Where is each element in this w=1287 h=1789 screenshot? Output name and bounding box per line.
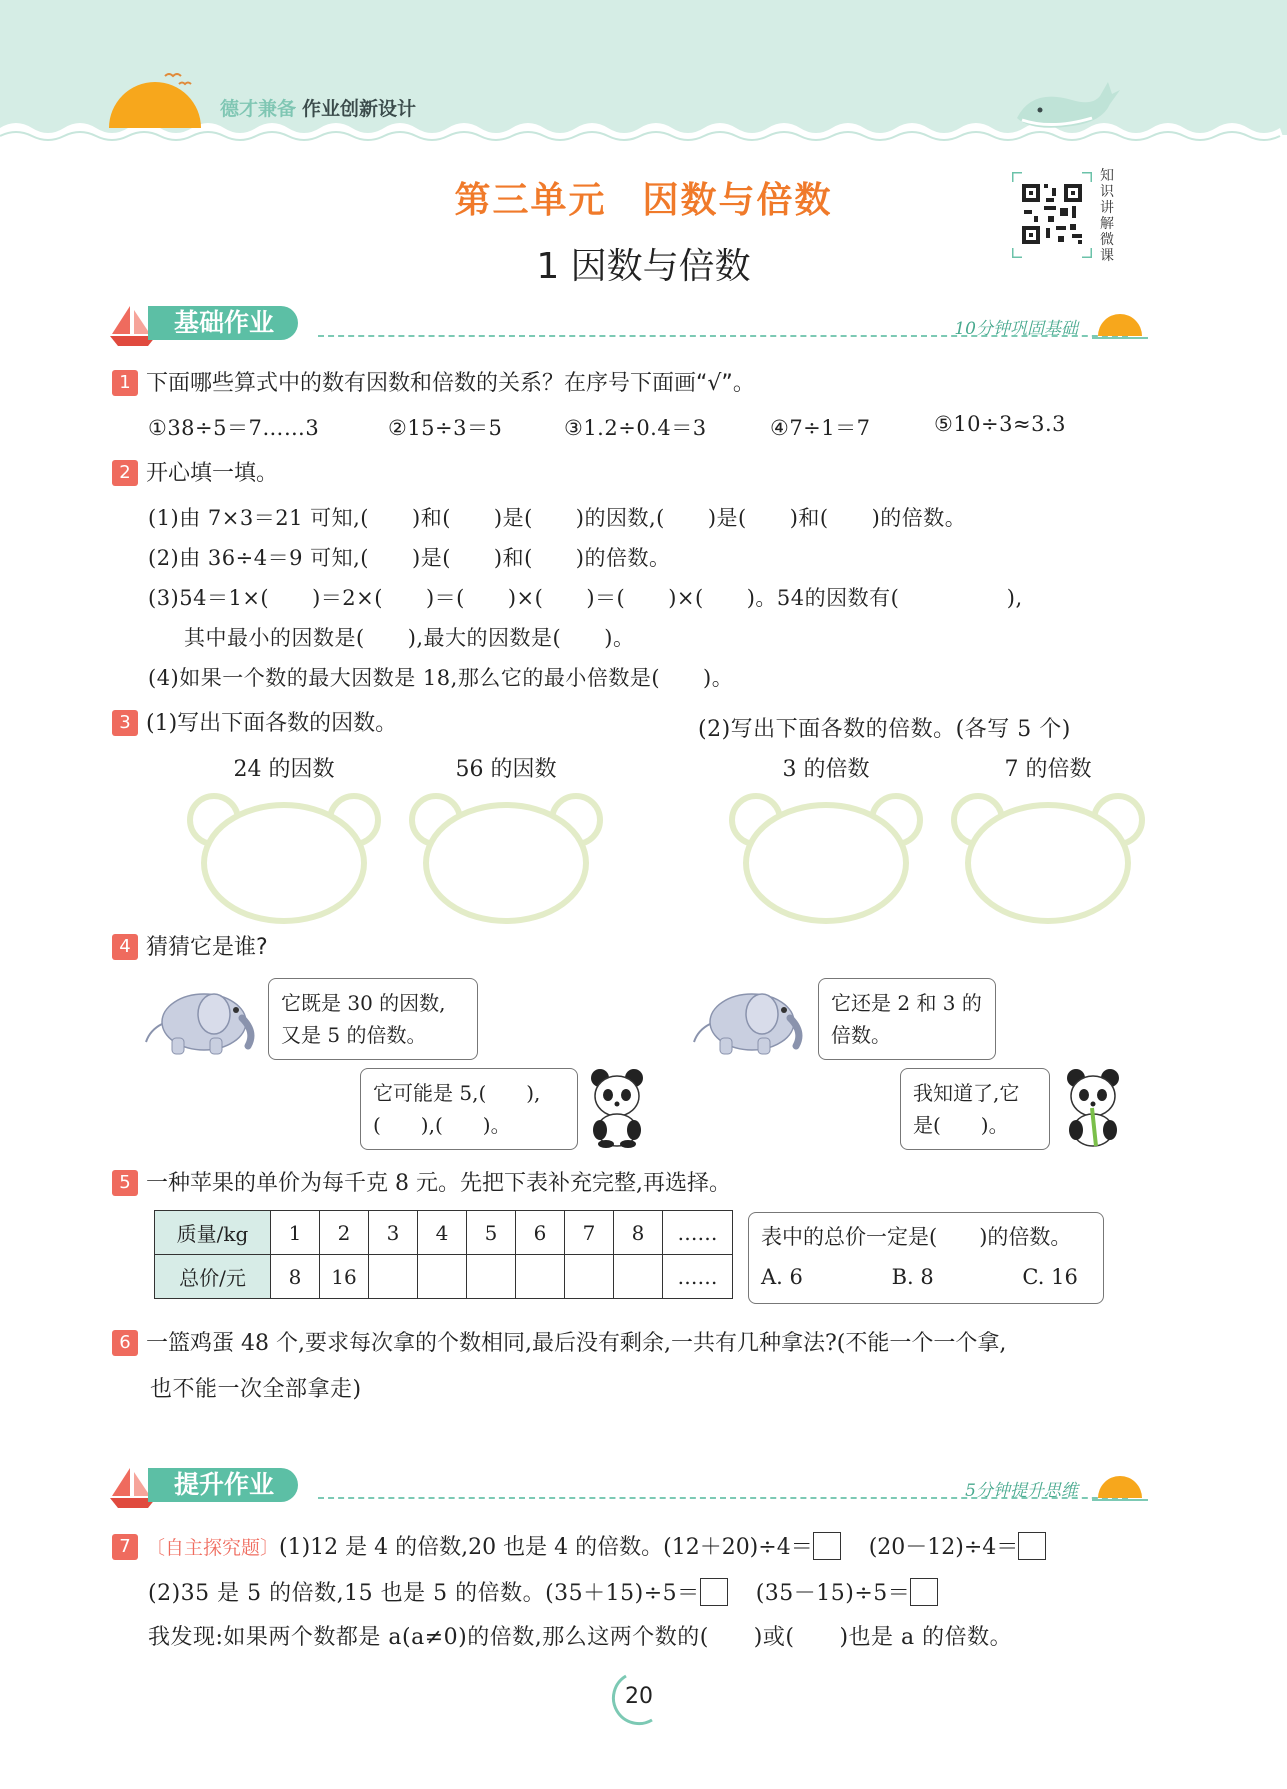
table-cell: 8 xyxy=(271,1255,320,1299)
small-sun-icon xyxy=(1092,306,1148,342)
table-cell: 2 xyxy=(320,1211,369,1255)
question-number: 1 xyxy=(112,370,138,396)
question-5 xyxy=(112,1164,731,1204)
q2-line-3: (3)54＝1×( )＝2×( )＝( )×( )＝( )×( )。54的因数有( ), xyxy=(148,586,1023,610)
speech-bubble xyxy=(900,1068,1050,1150)
page-number xyxy=(604,1668,674,1728)
qr-code-icon[interactable] xyxy=(1012,172,1092,258)
question-text: 一篮鸡蛋 48 个,要求每次拿的个数相同,最后没有剩余,一共有几种拿法?(不能一个一个拿, xyxy=(146,1331,1007,1356)
bear-label: 3 的倍数 xyxy=(782,757,870,782)
bear-answer-frame[interactable] xyxy=(406,785,606,925)
table-answer-cell[interactable] xyxy=(418,1255,467,1299)
q7-line-3: 我发现:如果两个数都是 a(a≠0)的倍数,那么这两个数的( )或( )也是 a 的倍数。 xyxy=(148,1625,1013,1650)
table-cell: 6 xyxy=(516,1211,565,1255)
speech-bubble xyxy=(818,978,996,1060)
question-tag: 〔自主探究题〕 xyxy=(146,1537,280,1559)
brand xyxy=(220,94,416,121)
small-sun-icon xyxy=(1092,1468,1148,1504)
question-3 xyxy=(112,704,397,744)
section-basic-header xyxy=(108,300,1148,350)
question-7 xyxy=(112,1528,1046,1568)
bear-answer-frame[interactable] xyxy=(184,785,384,925)
question-number: 2 xyxy=(112,460,138,486)
answer-box[interactable] xyxy=(813,1532,841,1560)
brand-secondary: 作业创新设计 xyxy=(302,98,417,120)
bubble-line: 又是 5 的倍数。 xyxy=(281,1023,427,1047)
bubble-line: 倍数。 xyxy=(831,1023,891,1047)
bubble-line: ( ),( )。 xyxy=(373,1113,511,1137)
section-advanced-header xyxy=(108,1462,1148,1512)
answer-box[interactable] xyxy=(1018,1532,1046,1560)
table-cell: 3 xyxy=(369,1211,418,1255)
question-text: 一种苹果的单价为每千克 8 元。先把下表补充完整,再选择。 xyxy=(146,1171,731,1196)
table-answer-cell[interactable] xyxy=(516,1255,565,1299)
elephant-icon xyxy=(144,980,259,1058)
choice-b[interactable]: B. 8 xyxy=(891,1265,934,1289)
section-advanced-note: 5分钟提升思维 xyxy=(965,1481,1078,1501)
q1-option-2: ②15÷3＝5 xyxy=(388,416,503,440)
answer-box[interactable] xyxy=(910,1578,938,1606)
price-table xyxy=(154,1210,733,1299)
bear-label: 24 的因数 xyxy=(233,757,335,782)
bubble-line: 我知道了,它 xyxy=(913,1081,1020,1105)
question-4 xyxy=(112,928,268,968)
whale-icon xyxy=(1012,78,1122,134)
choice-c[interactable]: C. 16 xyxy=(1022,1265,1078,1289)
q7-line-1b: (20－12)÷4＝ xyxy=(868,1535,1019,1560)
choice-question: 表中的总价一定是( )的倍数。 xyxy=(761,1225,1072,1249)
q1-option-5: ⑤10÷3≈3.3 xyxy=(934,412,1066,436)
qr-label: 知识讲解微课 xyxy=(1100,168,1114,264)
table-answer-cell[interactable] xyxy=(565,1255,614,1299)
question-number: 7 xyxy=(112,1534,138,1560)
table-cell: 5 xyxy=(467,1211,516,1255)
table-answer-cell[interactable] xyxy=(369,1255,418,1299)
bear-answer-frame[interactable] xyxy=(726,785,926,925)
choice-box xyxy=(748,1212,1104,1304)
table-cell: 1 xyxy=(271,1211,320,1255)
question-text: 猜猜它是谁? xyxy=(146,935,268,960)
q2-line-4: 其中最小的因数是( ),最大的因数是( )。 xyxy=(184,626,635,650)
q1-option-4: ④7÷1＝7 xyxy=(770,416,871,440)
table-cell: 4 xyxy=(418,1211,467,1255)
question-part-2: (2)写出下面各数的倍数。(各写 5 个) xyxy=(698,717,1071,742)
question-number: 5 xyxy=(112,1170,138,1196)
question-2 xyxy=(112,454,278,494)
table-cell: 16 xyxy=(320,1255,369,1299)
table-answer-cell[interactable] xyxy=(467,1255,516,1299)
bear-label: 7 的倍数 xyxy=(1004,757,1092,782)
bear-label: 56 的因数 xyxy=(455,757,557,782)
unit-name: 因数与倍数 xyxy=(642,180,833,221)
q1-option-3: ③1.2÷0.4＝3 xyxy=(564,416,707,440)
table-cell: 7 xyxy=(565,1211,614,1255)
bubble-line: 是( )。 xyxy=(913,1113,1009,1137)
sunset-icon xyxy=(105,70,205,128)
q7-line-2a: (2)35 是 5 的倍数,15 也是 5 的倍数。(35＋15)÷5＝ xyxy=(148,1581,700,1606)
table-row xyxy=(155,1211,733,1255)
question-6 xyxy=(112,1324,1006,1364)
speech-bubble xyxy=(360,1068,578,1150)
table-header-cell: 总价/元 xyxy=(155,1255,271,1299)
q2-line-1: (1)由 7×3＝21 可知,( )和( )是( )的因数,( )是( )和( )的倍数。 xyxy=(148,506,967,530)
unit-title xyxy=(0,172,1287,223)
page-number-text: 20 xyxy=(625,1684,653,1709)
section-basic-title: 基础作业 xyxy=(148,306,298,340)
question-text: 下面哪些算式中的数有因数和倍数的关系？在序号下面画“√”。 xyxy=(146,371,755,396)
q7-line-1a: (1)12 是 4 的倍数,20 也是 4 的倍数。(12＋20)÷4＝ xyxy=(279,1535,813,1560)
q2-line-5: (4)如果一个数的最大因数是 18,那么它的最小倍数是( )。 xyxy=(148,666,734,690)
question-number: 6 xyxy=(112,1330,138,1356)
bear-answer-frame[interactable] xyxy=(948,785,1148,925)
q7-line-2b: (35－15)÷5＝ xyxy=(755,1581,911,1606)
elephant-icon xyxy=(692,980,807,1058)
question-1 xyxy=(112,364,755,404)
table-header-cell: 质量/kg xyxy=(155,1211,271,1255)
panda-icon xyxy=(588,1068,646,1148)
question-part-1: (1)写出下面各数的因数。 xyxy=(146,711,398,736)
q2-line-2: (2)由 36÷4＝9 可知,( )是( )和( )的倍数。 xyxy=(148,546,671,570)
answer-box[interactable] xyxy=(700,1578,728,1606)
choice-a[interactable]: A. 6 xyxy=(761,1265,803,1289)
question-number: 4 xyxy=(112,934,138,960)
question-text: 开心填一填。 xyxy=(146,461,279,486)
unit-number: 第三单元 xyxy=(454,180,607,221)
bubble-line: 它还是 2 和 3 的 xyxy=(831,991,982,1015)
question-text-continued: 也不能一次全部拿走) xyxy=(150,1377,362,1402)
table-cell: 8 xyxy=(614,1211,663,1255)
section-advanced-title: 提升作业 xyxy=(148,1468,298,1502)
table-cell: …… xyxy=(663,1211,733,1255)
brand-primary: 德才兼备 xyxy=(220,98,297,120)
panda-icon xyxy=(1062,1068,1124,1148)
bubble-line: 它既是 30 的因数, xyxy=(281,991,446,1015)
table-answer-cell[interactable] xyxy=(614,1255,663,1299)
lesson-title: 1 因数与倍数 xyxy=(536,246,751,287)
table-row xyxy=(155,1255,733,1299)
q7-line-2 xyxy=(148,1576,938,1607)
section-basic-note: 10分钟巩固基础 xyxy=(954,319,1078,339)
bubble-line: 它可能是 5,( ), xyxy=(373,1081,541,1105)
speech-bubble xyxy=(268,978,478,1060)
question-number: 3 xyxy=(112,710,138,736)
table-cell: …… xyxy=(663,1255,733,1299)
q1-option-1: ①38÷5＝7……3 xyxy=(148,416,320,440)
